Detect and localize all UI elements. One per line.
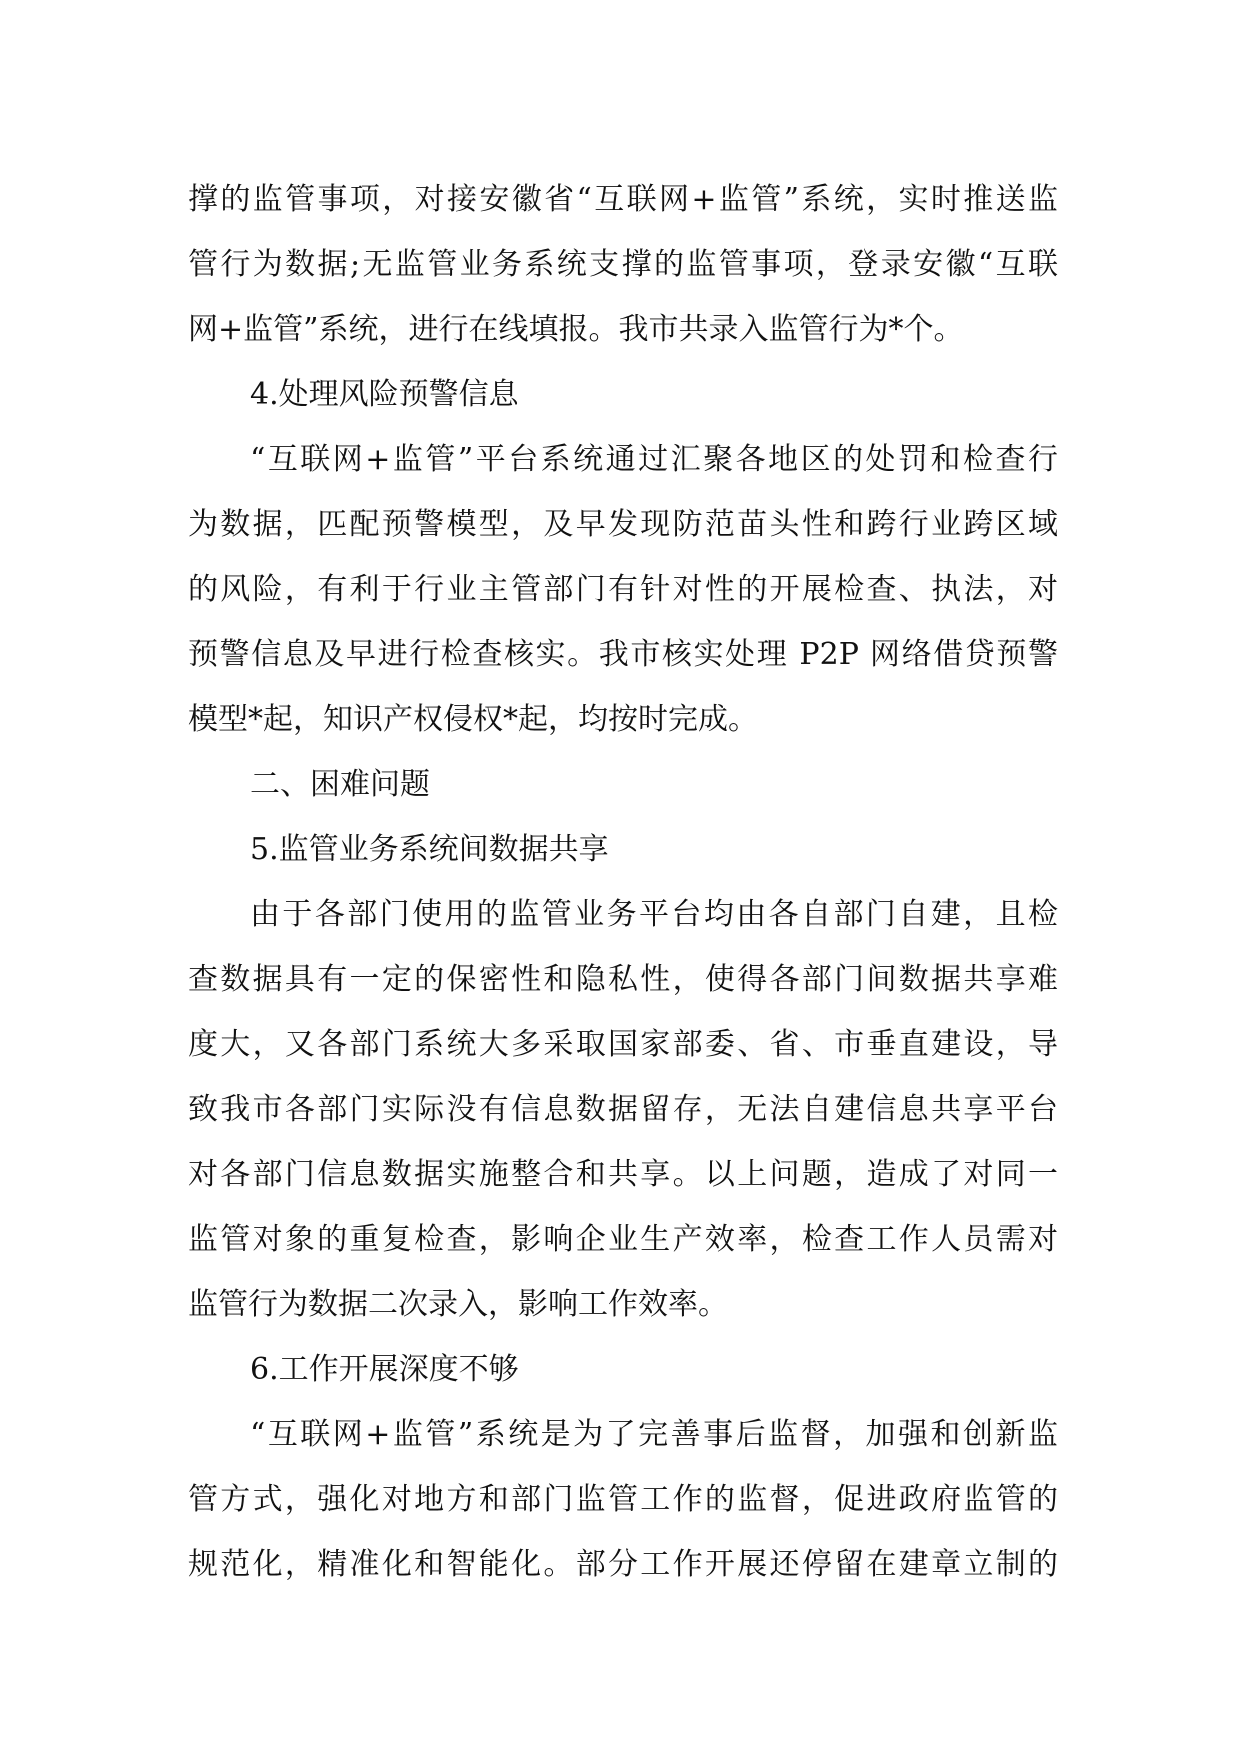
section-heading: 4.处理风险预警信息 xyxy=(250,377,519,412)
text-line: 撑的监管事项，对接安徽省“互联网+监管”系统，实时推送监 xyxy=(188,182,1058,217)
chapter-heading: 二、困难问题 xyxy=(250,767,430,802)
text-line: 监管行为数据二次录入，影响工作效率。 xyxy=(188,1287,728,1322)
section-heading: 6.工作开展深度不够 xyxy=(250,1352,519,1387)
document-body xyxy=(188,167,1058,1597)
text-line: 为数据，匹配预警模型，及早发现防范苗头性和跨行业跨区域 xyxy=(188,507,1058,542)
text-line: 对各部门信息数据实施整合和共享。以上问题，造成了对同一 xyxy=(188,1157,1058,1192)
text-line: “互联网+监管”平台系统通过汇聚各地区的处罚和检查行 xyxy=(250,442,1058,477)
text-line: 预警信息及早进行检查核实。我市核实处理 P2P 网络借贷预警 xyxy=(188,637,1058,672)
section-heading: 5.监管业务系统间数据共享 xyxy=(250,832,609,867)
text-line: 查数据具有一定的保密性和隐私性，使得各部门间数据共享难 xyxy=(188,962,1058,997)
text-line: 致我市各部门实际没有信息数据留存，无法自建信息共享平台 xyxy=(188,1092,1058,1127)
text-line: 由于各部门使用的监管业务平台均由各自部门自建，且检 xyxy=(250,897,1058,932)
text-line: 监管对象的重复检查，影响企业生产效率，检查工作人员需对 xyxy=(188,1222,1058,1257)
text-line: 管方式，强化对地方和部门监管工作的监督，促进政府监管的 xyxy=(188,1482,1058,1517)
text-line: 度大，又各部门系统大多采取国家部委、省、市垂直建设，导 xyxy=(188,1027,1058,1062)
text-line: 规范化，精准化和智能化。部分工作开展还停留在建章立制的 xyxy=(188,1547,1058,1582)
text-line: 模型*起，知识产权侵权*起，均按时完成。 xyxy=(188,702,758,737)
text-line: 的风险，有利于行业主管部门有针对性的开展检查、执法，对 xyxy=(188,572,1058,607)
text-line: 管行为数据;无监管业务系统支撑的监管事项，登录安徽“互联 xyxy=(188,247,1058,282)
text-line: 网+监管”系统，进行在线填报。我市共录入监管行为*个。 xyxy=(188,312,964,347)
text-line: “互联网+监管”系统是为了完善事后监督，加强和创新监 xyxy=(250,1417,1058,1452)
